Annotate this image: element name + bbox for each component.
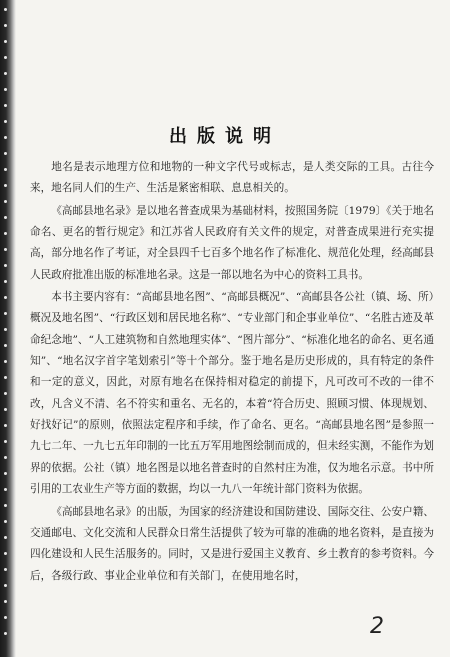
binding-hole <box>4 184 7 187</box>
binding-hole <box>4 392 7 395</box>
binding-hole <box>4 8 7 11</box>
binding-hole <box>4 296 7 299</box>
binding-hole <box>4 200 7 203</box>
binding-hole <box>4 56 7 59</box>
binding-edge <box>0 0 16 657</box>
binding-hole <box>4 88 7 91</box>
binding-hole <box>4 488 7 491</box>
binding-hole <box>4 152 7 155</box>
paragraph-2: 《高邮县地名录》是以地名普查成果为基础材料，按照国务院〔1979〕《关于地名命名、更名的暂行规定》和江苏省人民政府有关文件的规定，对普查成果进行充实提高，部分地名作了考证，对全县四千七百多个地名作了标准化、规范化处理，经高邮县人民政府批准出版的标准地名录。这是一部以地名为中心的资料工具书。 <box>30 204 434 281</box>
binding-hole <box>4 280 7 283</box>
binding-hole <box>4 40 7 43</box>
body-text <box>30 157 434 587</box>
binding-hole <box>4 600 7 603</box>
binding-hole <box>4 360 7 363</box>
binding-hole <box>4 536 7 539</box>
binding-hole <box>4 456 7 459</box>
binding-hole <box>4 232 7 235</box>
paragraph-1: 地名是表示地理方位和地物的一种文字代号或标志，是人类交际的工具。古往今来，地名同人们的生产、生活是紧密相联、息息相关的。 <box>30 161 434 195</box>
binding-hole <box>4 72 7 75</box>
paragraph-4: 《高邮县地名录》的出版，为国家的经济建设和国防建设、国际交往、公安户籍、交通邮电、文化交流和人民群众日常生活提供了较为可靠的准确的地名资料，是直接为四化建设和人民生活服务的。同时，又是进行爱国主义教育、乡土教育的参考资料。今后，各级行政、事业企业单位和有关部门，在使用地名时， <box>30 505 434 582</box>
binding-hole <box>4 328 7 331</box>
binding-hole <box>4 24 7 27</box>
binding-hole <box>4 248 7 251</box>
binding-hole <box>4 552 7 555</box>
binding-hole <box>4 216 7 219</box>
binding-hole <box>4 616 7 619</box>
page-title: 出版说明 <box>169 126 281 147</box>
paragraph-3: 本书主要内容有：“高邮县地名图”、“高邮县概况”、“高邮县各公社（镇、场、所）概况及地名图”、“行政区划和居民地名称”、“专业部门和企事业单位”、“名胜古迹及革命纪念地”、“人工建筑物和自然地理实体”、“图片部分”、“标准化地名的命名、更名通知”、“地名汉字首字笔划索引”等十个部分。鉴于地名是历史形成的，具有特定的条件和一定的意义，因此，对原有地名在保持相对稳定的前提下，凡可改可不改的一律不改，凡含义不清、名不符实和重名、无名的，本着“符合历史、照顾习惯、体现规划、好找好记”的原则，依照法定程序和手续，作了命名、更名。“高邮县地名图”是参照一九七二年、一九七五年印制的一比五万军用地图绘制而成的，但未经实测，不能作为划界的依据。公社（镇）地名图是以地名普查时的自然村庄为准，仅为地名示意。书中所引用的工农业生产等方面的数据，均以一九八一年统计部门资料为依据。 <box>30 291 434 496</box>
binding-hole <box>4 504 7 507</box>
page-number: 2 <box>370 614 384 639</box>
binding-hole <box>4 168 7 171</box>
binding-hole <box>4 312 7 315</box>
binding-hole <box>4 440 7 443</box>
binding-hole <box>4 104 7 107</box>
binding-hole <box>4 584 7 587</box>
binding-hole <box>4 264 7 267</box>
binding-hole <box>4 344 7 347</box>
binding-hole <box>4 376 7 379</box>
binding-hole <box>4 472 7 475</box>
binding-hole <box>4 568 7 571</box>
binding-hole <box>4 632 7 635</box>
binding-hole <box>4 520 7 523</box>
binding-hole <box>4 424 7 427</box>
binding-hole <box>4 408 7 411</box>
